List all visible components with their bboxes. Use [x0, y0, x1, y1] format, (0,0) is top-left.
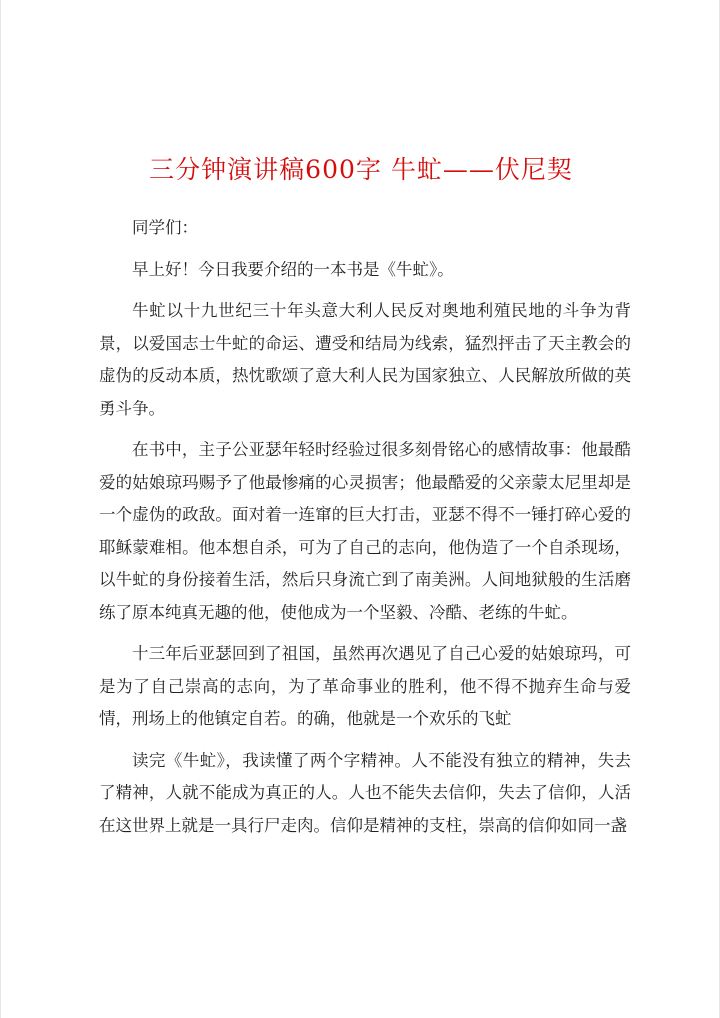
paragraph-greeting: 同学们： — [132, 218, 198, 237]
paragraph-background: 牛虻以十九世纪三十年头意大利人民反对奥地利殖民地的斗争为背景，以爱国志士牛虻的命运、遭受和结局为线索，猛烈抨击了天主教会的虚伪的反动本质，热忱歌颂了意大利人民为国家独立、人民解放所做的英勇斗争。 — [99, 301, 631, 418]
document-title: 三分钟演讲稿600字 牛虻——伏尼契 — [149, 155, 573, 184]
paragraph-reflection: 读完《牛虻》，我读懂了两个字精神。人不能没有独立的精神，失去了精神，人就不能成为真正的人。人也不能失去信仰，失去了信仰，人活在这世界上就是一具行尸走肉。信仰是精神的支柱，崇高的信仰如同一盏 — [99, 750, 631, 835]
paragraph-return: 十三年后亚瑟回到了祖国，虽然再次遇见了自己心爱的姑娘琼玛，可是为了自己崇高的志向，为了革命事业的胜利，他不得不抛弃生命与爱情，刑场上的他镇定自若。的确，他就是一个欢乐的飞虻 — [99, 644, 631, 728]
paragraph-story: 在书中，主子公亚瑟年轻时经验过很多刻骨铭心的感情故事：他最酷爱的姑娘琼玛赐予了他最惨痛的心灵损害；他最酷爱的父亲蒙太尼里却是一个虚伪的政敌。面对着一连窜的巨大打击，亚瑟不得不一锤打碎心爱的耶稣蒙难相。他本想自杀，可为了自己的志向，他伪造了一个自杀现场，以牛虻的身份接着生活，然后只身流亡到了南美洲。人间地狱般的生活磨练了原本纯真无趣的他，使他成为一个坚毅、冷酷、老练的牛虻。 — [99, 440, 631, 622]
document-body — [99, 212, 631, 842]
paragraph-intro: 早上好！今日我要介绍的一本书是《牛虻》。 — [132, 259, 454, 279]
